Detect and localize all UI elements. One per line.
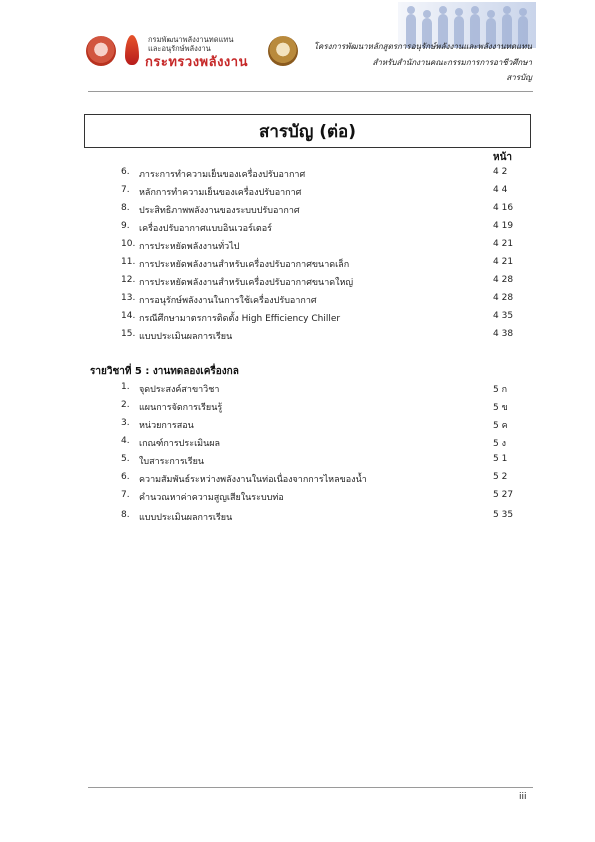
toc-entry-label: แบบประเมินผลการเรียน (139, 332, 233, 342)
toc-entry-label: ความสัมพันธ์ระหว่างพลังงานในท่อเนื่องจากการไหลของน้ำ (139, 475, 367, 485)
toc-entry (0, 418, 595, 432)
toc-entry-number: 3. (121, 418, 130, 428)
ministry-dept-line1: กรมพัฒนาพลังงานทดแทน (148, 35, 234, 44)
ministry-dept-line2: และอนุรักษ์พลังงาน (148, 44, 211, 53)
toc-entry-label: คำนวณหาค่าความสูญเสียในระบบท่อ (139, 493, 284, 503)
toc-entry-page: 4 38 (493, 329, 514, 339)
toc-entry-page: 4 28 (493, 275, 514, 285)
toc-entry-label: เครื่องปรับอากาศแบบอินเวอร์เตอร์ (139, 224, 272, 234)
vocational-seal-logo (268, 36, 298, 66)
project-subtitle: สำหรับสำนักงานคณะกรรมการการอาชีวศึกษา (372, 58, 532, 67)
toc-entry-label: ใบสาระการเรียน (139, 457, 204, 467)
toc-entry-page: 5 27 (493, 490, 514, 500)
toc-entry-number: 7. (121, 490, 130, 500)
toc-entry-page: 4 16 (493, 203, 514, 213)
header-section-label: สารบัญ (506, 73, 532, 82)
toc-entry (0, 203, 595, 217)
header-divider (88, 91, 533, 92)
toc-entry-number: 4. (121, 436, 130, 446)
toc-entry-number: 13. (121, 293, 136, 303)
toc-entry-label: แผนการจัดการเรียนรู้ (139, 403, 223, 413)
toc-entry (0, 472, 595, 486)
toc-entry-number: 14. (121, 311, 136, 321)
toc-entry-label: แบบประเมินผลการเรียน (139, 513, 233, 523)
toc-entry-page: 5 ข (493, 403, 508, 413)
page-title (84, 114, 531, 148)
toc-entry-number: 8. (121, 203, 130, 213)
toc-entry-number: 8. (121, 510, 130, 520)
toc-entry (0, 221, 595, 235)
toc-entry (0, 257, 595, 271)
toc-entry-label: การประหยัดพลังงานสำหรับเครื่องปรับอากาศขนาดใหญ่ (139, 278, 354, 288)
toc-entry-page: 5 ง (493, 439, 506, 449)
toc-entry-label: จุดประสงค์สาขาวิชา (139, 385, 220, 395)
toc-entry-page: 4 4 (493, 185, 508, 195)
toc-entry-label: การประหยัดพลังงานทั่วไป (139, 242, 240, 252)
toc-entry-label: การอนุรักษ์พลังงานในการใช้เครื่องปรับอากาศ (139, 296, 317, 306)
toc-entry (0, 382, 595, 396)
toc-entry-label: เกณฑ์การประเมินผล (139, 439, 221, 449)
toc-entry-label: กรณีศึกษามาตรการติดตั้ง High Efficiency Chiller (139, 314, 341, 324)
toc-entry-page: 5 2 (493, 472, 508, 482)
page-title-text: สารบัญ (ต่อ) (258, 121, 357, 142)
toc-entry-page: 4 21 (493, 257, 514, 267)
toc-entry (0, 454, 595, 468)
toc-entry-page: 5 1 (493, 454, 508, 464)
toc-entry (0, 167, 595, 181)
toc-entry (0, 436, 595, 450)
toc-entry-number: 5. (121, 454, 130, 464)
ministry-name: กระทรวงพลังงาน (145, 55, 248, 70)
toc-entry-label: ประสิทธิภาพพลังงานของระบบปรับอากาศ (139, 206, 300, 216)
footer-divider (88, 787, 533, 788)
toc-entry-page: 5 ก (493, 385, 508, 395)
ministry-flame-logo (125, 35, 139, 65)
toc-entry-page: 5 35 (493, 510, 514, 520)
toc-entry (0, 239, 595, 253)
toc-entry (0, 275, 595, 289)
toc-entry (0, 311, 595, 325)
page-column-header: หน้า (493, 152, 513, 163)
section-heading: รายวิชาที่ 5 : งานทดลองเครื่องกล (90, 366, 239, 377)
toc-entry (0, 490, 595, 504)
toc-entry-page: 4 21 (493, 239, 514, 249)
toc-entry-number: 6. (121, 472, 130, 482)
toc-entry-number: 2. (121, 400, 130, 410)
toc-entry-page: 5 ค (493, 421, 508, 431)
toc-entry-number: 15. (121, 329, 136, 339)
dede-seal-logo (86, 36, 116, 66)
toc-entry-label: การประหยัดพลังงานสำหรับเครื่องปรับอากาศขนาดเล็ก (139, 260, 350, 270)
toc-entry-page: 4 35 (493, 311, 514, 321)
toc-entry-number: 10. (121, 239, 136, 249)
toc-entry (0, 510, 595, 524)
toc-entry-label: หน่วยการสอน (139, 421, 194, 431)
toc-entry-number: 7. (121, 185, 130, 195)
toc-entry-label: ภาระการทำความเย็นของเครื่องปรับอากาศ (139, 170, 306, 180)
toc-entry-number: 12. (121, 275, 136, 285)
project-title: โครงการพัฒนาหลักสูตรการอนุรักษ์พลังงานและพลังงานทดแทน (313, 42, 532, 51)
toc-entry-page: 4 28 (493, 293, 514, 303)
toc-entry-page: 4 2 (493, 167, 508, 177)
toc-entry-page: 4 19 (493, 221, 514, 231)
toc-entry-number: 11. (121, 257, 136, 267)
toc-entry (0, 400, 595, 414)
toc-entry-number: 6. (121, 167, 130, 177)
toc-entry (0, 293, 595, 307)
toc-entry (0, 185, 595, 199)
toc-entry-number: 9. (121, 221, 130, 231)
toc-entry-number: 1. (121, 382, 130, 392)
page-number: iii (519, 792, 527, 802)
toc-entry (0, 329, 595, 343)
toc-entry-label: หลักการทำความเย็นของเครื่องปรับอากาศ (139, 188, 302, 198)
page-header (0, 0, 595, 100)
